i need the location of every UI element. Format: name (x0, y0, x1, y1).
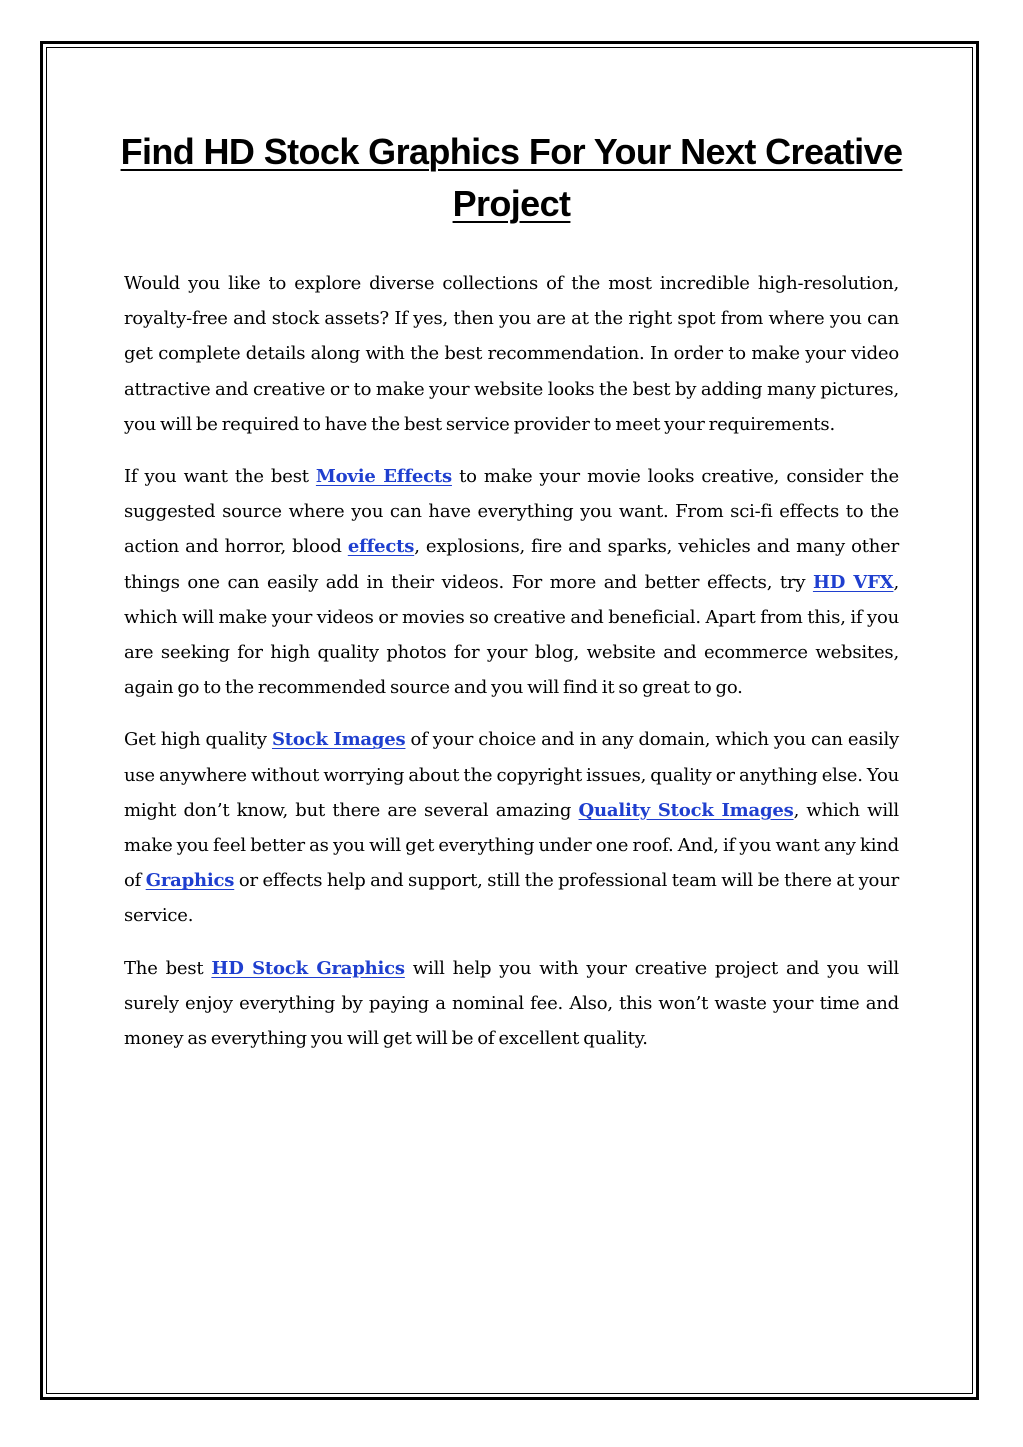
link-hd-stock-graphics[interactable]: HD Stock Graphics (211, 957, 405, 979)
link-graphics[interactable]: Graphics (145, 870, 235, 892)
paragraph-hd-stock-graphics (124, 951, 899, 1057)
paragraph-text: or effects help and support, still the professional team will be there at your service. (124, 870, 899, 927)
document-body (124, 266, 899, 1073)
paragraph-text: to make your movie looks creative, consider the suggested source where you can have everything you want. From sci-fi effects to the action and horror, blood (124, 466, 900, 558)
link-stock-images[interactable]: Stock Images (271, 729, 406, 751)
paragraph-intro: Would you like to explore diverse collections of the most incredible high-resolution, royalty-free and stock assets? If yes, then you are at the right spot from where you can get complete details along with the best recommendation. In order to make your video attractive and creative or to make your website looks the best by adding many pictures, you will be required to have the best service provider to meet your requirements. (124, 273, 899, 435)
paragraph-text: , which will make you feel better as you will get everything under one roof. And, if you want any kind of (124, 799, 899, 892)
paragraph-stock-images (124, 722, 899, 933)
link-hd-vfx[interactable]: HD VFX (812, 571, 894, 593)
paragraph-text: Get high quality (124, 729, 272, 751)
paragraph-text: will help you with your creative project and you will surely enjoy everything by paying a nominal fee. Also, this won’t waste your time and money as everything you will get will be of excellent quality. (124, 957, 899, 1050)
paragraph-text: If you want the best (124, 466, 316, 488)
paragraph-text: The best (124, 957, 212, 979)
paragraph-text: , which will make your videos or movies so creative and beneficial. Apart from this, if you are seeking for high quality photos for your blog, website and ecommerce websites, again go to the recommended source and you will find it so great to go. (124, 571, 899, 699)
document-title: Find HD Stock Graphics For Your Next Creative Project (120, 131, 903, 224)
link-movie-effects[interactable]: Movie Effects (315, 466, 452, 488)
link-quality-stock-images[interactable]: Quality Stock Images (578, 799, 794, 821)
paragraph-text: , explosions, fire and sparks, vehicles and many other things one can easily add in their videos. For more and better effects, try (124, 536, 899, 593)
paragraph-text: of your choice and in any domain, which you can easily use anywhere without worrying about the copyright issues, quality or anything else. You might don’t know, but there are several amazing (124, 729, 900, 821)
link-effects[interactable]: effects (347, 536, 415, 558)
paragraph-movie-effects (124, 459, 899, 705)
